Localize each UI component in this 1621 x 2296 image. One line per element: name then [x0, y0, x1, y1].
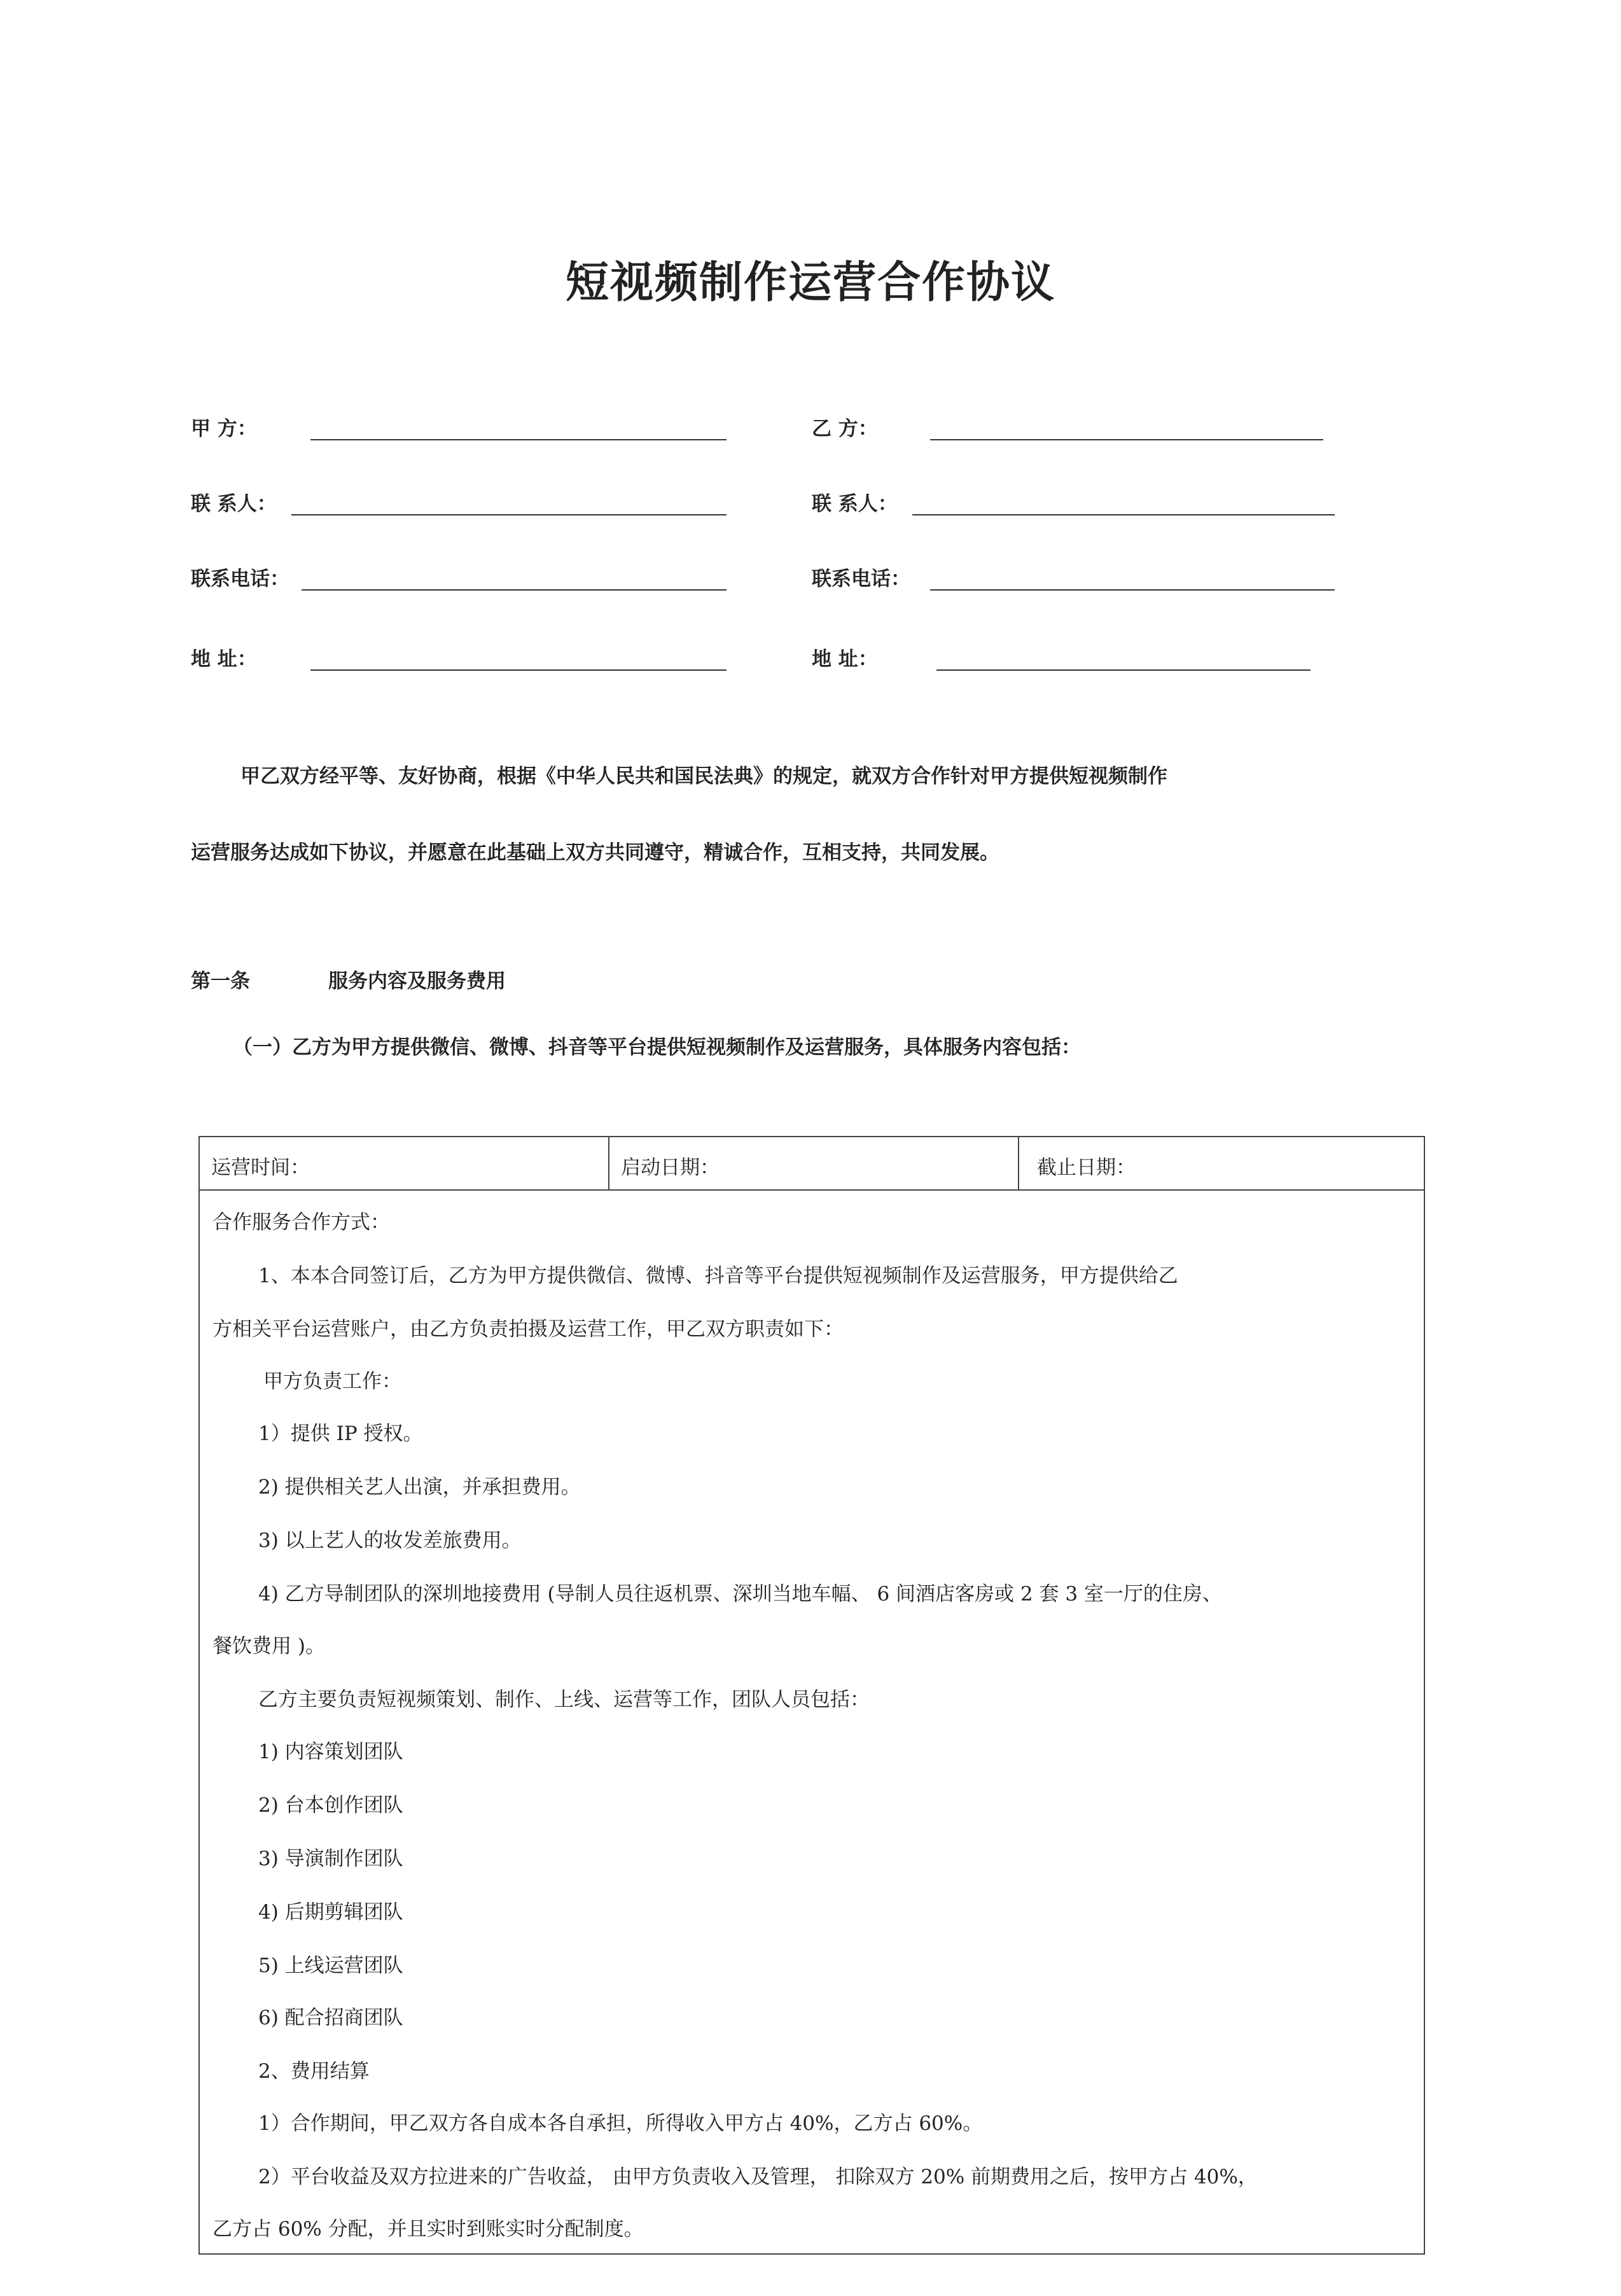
operation-period-label: 运营时间： [211, 1156, 310, 1179]
team-item-1: 1) 内容策划团队 [258, 1740, 403, 1763]
table-col-divider-2 [1018, 1137, 1019, 1189]
team-item-5: 5) 上线运营团队 [258, 1954, 403, 1977]
cooperation-mode-heading: 合作服务合作方式： [212, 1211, 390, 1234]
party-a-address-label: 地 址： [191, 648, 257, 671]
preamble-line-2: 运营服务达成如下协议，并愿意在此基础上双方共同遵守，精诚合作，互相支持，共同发展。 [191, 841, 999, 864]
team-item-2: 2) 台本创作团队 [258, 1794, 403, 1817]
party-b-contact-label: 联 系人： [812, 493, 898, 515]
party-a-duty-2: 2) 提供相关艺人出演，并承担费用。 [258, 1476, 581, 1499]
document-title: 短视频制作运营合作协议 [565, 258, 1055, 308]
start-date-label: 启动日期： [621, 1156, 720, 1179]
party-b-label: 乙 方： [812, 417, 878, 440]
article-heading: 服务内容及服务费用 [328, 970, 506, 993]
party-a-contact-label: 联 系人： [191, 493, 277, 515]
party-a-duty-3: 3) 以上艺人的妆发差旅费用。 [258, 1529, 522, 1552]
fee-item-2: 2）平台收益及双方拉进来的广告收益， 由甲方负责收入及管理， 扣除双方 20% 前期费用之后，按甲方占 40%， [258, 2166, 1258, 2188]
item-1-line-2: 方相关平台运营账户，由乙方负责拍摄及运营工作，甲乙双方职责如下： [212, 1318, 844, 1341]
party-a-contact-field[interactable] [291, 514, 727, 515]
item-1-line-1: 1、本本合同签订后，乙方为甲方提供微信、微博、抖音等平台提供短视频制作及运营服务，甲方提供给乙 [258, 1264, 1178, 1287]
end-date-label: 截止日期： [1037, 1156, 1136, 1179]
article-clause: （一）乙方为甲方提供微信、微博、抖音等平台提供短视频制作及运营服务，具体服务内容包括： [233, 1036, 1081, 1059]
party-a-duty-4: 4) 乙方导制团队的深圳地接费用 (导制人员往返机票、深圳当地车幅、 6 间酒店客房或 2 套 3 室一厅的住房、 [258, 1583, 1222, 1606]
party-a-phone-field[interactable] [302, 589, 727, 591]
party-a-field[interactable] [310, 439, 727, 440]
party-b-phone-field[interactable] [930, 589, 1335, 591]
party-a-label: 甲 方： [191, 417, 257, 440]
party-b-contact-field[interactable] [912, 514, 1335, 515]
team-item-3: 3) 导演制作团队 [258, 1847, 403, 1870]
party-a-duty-4-cont: 餐饮费用 )。 [212, 1635, 325, 1658]
fee-item-2-cont: 乙方占 60% 分配，并且实时到账实时分配制度。 [212, 2218, 644, 2241]
article-number: 第一条 [191, 970, 250, 993]
team-item-6: 6) 配合招商团队 [258, 2006, 403, 2029]
preamble-line-1: 甲乙双方经平等、友好协商，根据《中华人民共和国民法典》的规定，就双方合作针对甲方提供短视频制作 [240, 765, 1167, 788]
party-b-address-label: 地 址： [812, 648, 878, 671]
party-b-address-field[interactable] [936, 669, 1311, 671]
party-a-phone-label: 联系电话： [191, 568, 289, 591]
party-a-duties-heading: 甲方负责工作： [263, 1370, 401, 1393]
table-col-divider-1 [608, 1137, 609, 1189]
service-table [198, 1136, 1425, 2255]
party-a-duty-1: 1）提供 IP 授权。 [258, 1422, 423, 1445]
table-header-divider [200, 1189, 1424, 1191]
party-b-field[interactable] [930, 439, 1323, 440]
fee-item-1: 1）合作期间，甲乙双方各自成本各自承担，所得收入甲方占 40%，乙方占 60%。 [258, 2112, 983, 2135]
fee-settlement-heading: 2、费用结算 [258, 2060, 370, 2083]
party-b-phone-label: 联系电话： [812, 568, 910, 591]
party-b-duties-heading: 乙方主要负责短视频策划、制作、上线、运营等工作，团队人员包括： [258, 1688, 870, 1711]
party-a-address-field[interactable] [310, 669, 727, 671]
team-item-4: 4) 后期剪辑团队 [258, 1901, 403, 1924]
